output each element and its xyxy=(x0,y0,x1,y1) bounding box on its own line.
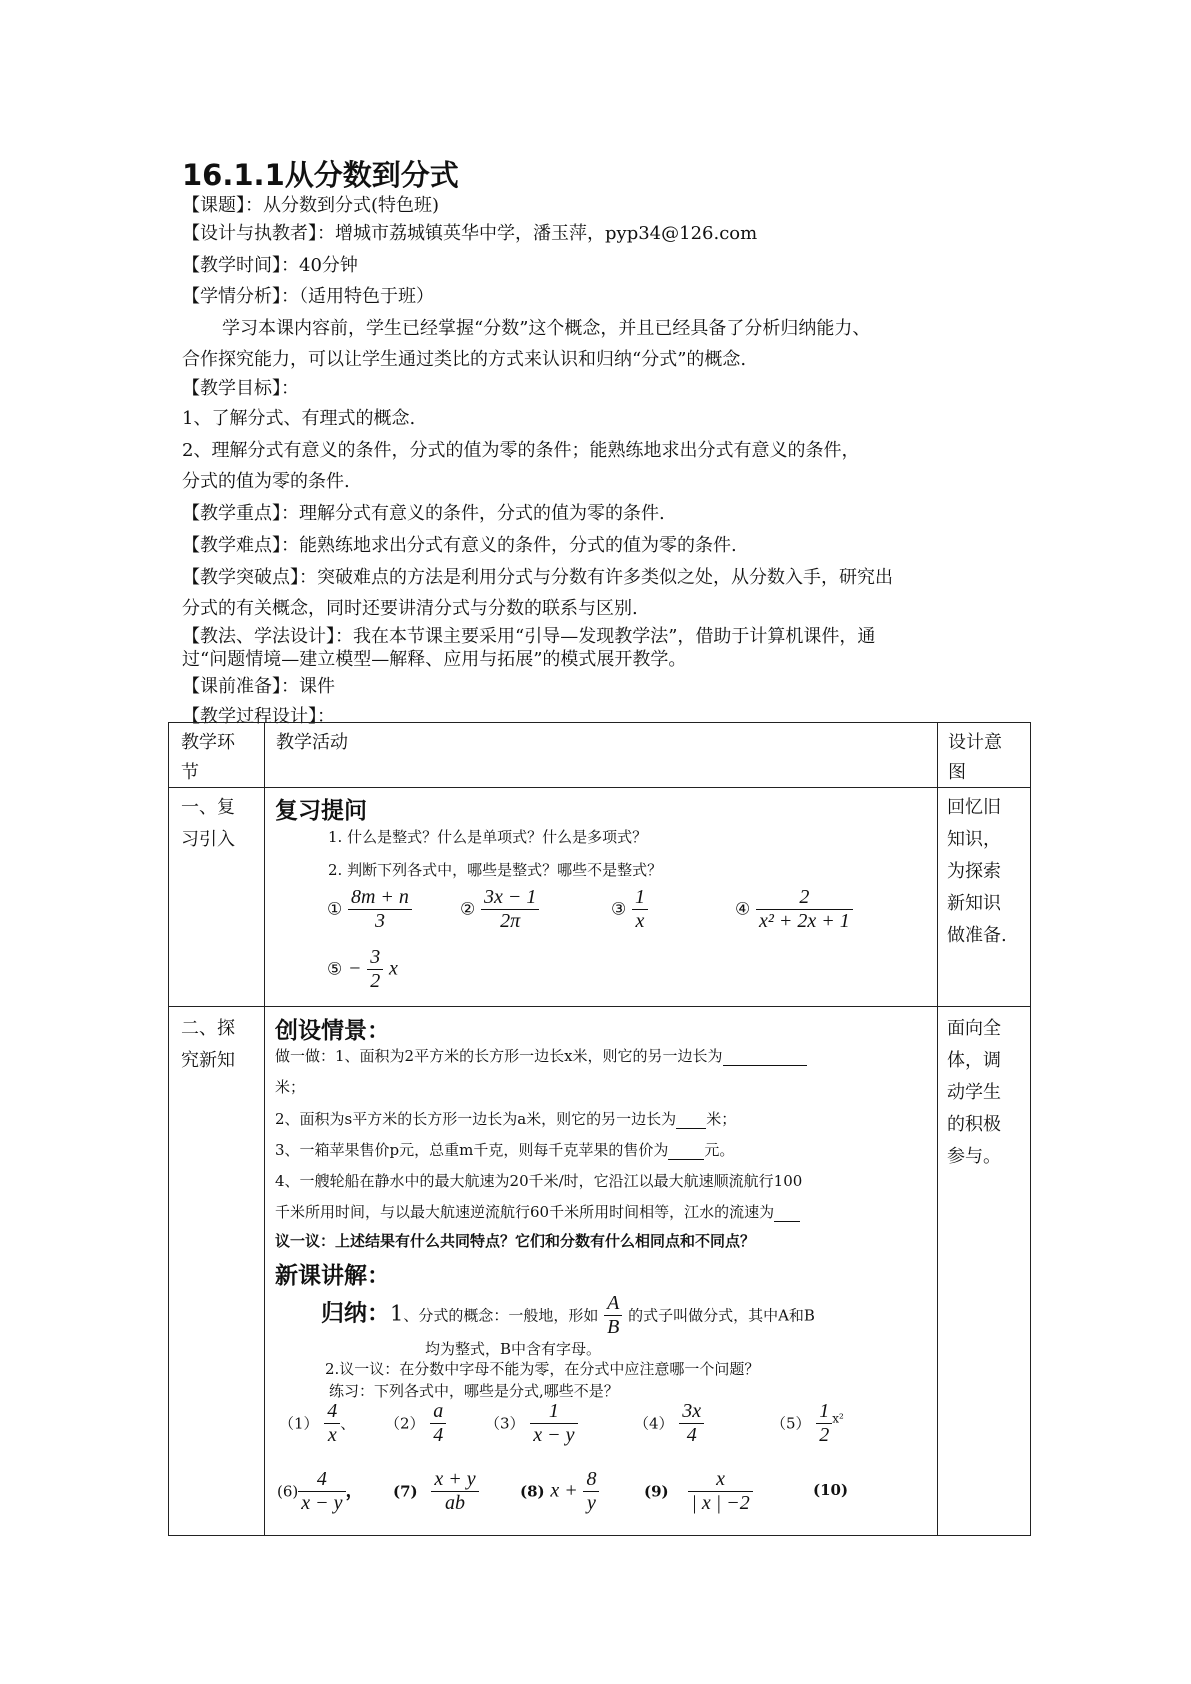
table-row-review xyxy=(169,788,1031,1007)
row1-intent-4: 新知识 xyxy=(947,893,1001,914)
item-3-den: x xyxy=(635,910,645,932)
breakthrough-line xyxy=(182,563,893,589)
row1-item-5 xyxy=(327,946,398,993)
item-2-mark: ② xyxy=(460,899,476,920)
exercise-2 xyxy=(385,1400,446,1447)
item-1-num: 8m + n xyxy=(348,886,412,910)
method-line-2: 过“问题情境—建立模型—解释、应用与拓展”的模式展开教学。 xyxy=(182,649,687,670)
row2-discuss2: 2.议一议：在分数中字母不能为零，在分式中应注意哪一个问题？ xyxy=(325,1360,760,1378)
item-4-den: x² + 2x + 1 xyxy=(758,910,850,932)
ex-6-den: x − y xyxy=(301,1492,343,1514)
exercise-5 xyxy=(771,1400,844,1447)
row2-discuss: 议一议：上述结果有什么共同特点？它们和分数有什么相同点和不同点？ xyxy=(275,1232,756,1250)
row2-p1b: 米； xyxy=(275,1078,306,1096)
ex-6-num: 4 xyxy=(298,1468,345,1492)
item-5-fraction xyxy=(367,946,383,993)
row1-intent-5: 做准备. xyxy=(947,925,1007,946)
item-5-sign: − xyxy=(347,957,362,980)
row1-item-2 xyxy=(460,886,539,933)
breakthrough-line-2: 分式的有关概念，同时还要讲清分式与分数的联系与区别. xyxy=(182,598,638,619)
topic-value: ：从分数到分式(特色班) xyxy=(245,195,440,216)
topic-label: 【课题】 xyxy=(182,195,245,216)
focus-line xyxy=(182,499,665,525)
designer-line xyxy=(182,219,757,245)
designer-label: 【设计与执教者】 xyxy=(182,223,317,244)
breakthrough-value: ：突破难点的方法是利用分式与分数有许多类似之处，从分数入手，研究出 xyxy=(299,567,893,588)
summary-text3: 均为整式，B中含有字母。 xyxy=(425,1340,602,1358)
head-activity: 教学活动 xyxy=(276,732,348,753)
time-value: ：40分钟 xyxy=(281,255,358,276)
ex-1-fraction xyxy=(324,1400,340,1447)
process-colon: ： xyxy=(317,706,335,727)
ex-4-num: 3x xyxy=(679,1400,704,1424)
row2-p1a xyxy=(275,1045,807,1066)
exercise-4 xyxy=(634,1400,704,1447)
item-3-mark: ③ xyxy=(611,899,627,920)
page-title: 16.1.1从分数到分式 xyxy=(182,158,459,192)
row2-practice: 练习：下列各式中，哪些是分式,哪些不是？ xyxy=(329,1382,619,1400)
row2-intent-5: 参与。 xyxy=(947,1146,1001,1167)
exercise-8 xyxy=(520,1468,599,1515)
ex-3-num: 1 xyxy=(530,1400,577,1424)
summary-fraction xyxy=(604,1292,622,1339)
row2-intent-3: 动学生 xyxy=(947,1082,1001,1103)
ex-5-suffix: x² xyxy=(832,1411,844,1426)
row2-p4b-text: 千米所用时间，与以最大航速逆流航行60千米所用时间相等，江水的流速为 xyxy=(275,1203,775,1221)
head-intent-l1: 设计意 xyxy=(948,732,1002,753)
item-1-fraction xyxy=(348,886,412,933)
item-5-den: 2 xyxy=(370,970,381,992)
difficulty-value: ：能熟练地求出分式有意义的条件，分式的值为零的条件. xyxy=(281,535,737,556)
row1-item-3 xyxy=(611,886,648,933)
item-3-fraction xyxy=(632,886,648,933)
item-2-den: 2π xyxy=(500,910,521,932)
prep-value: ：课件 xyxy=(281,676,335,697)
exercise-10: (10) xyxy=(813,1481,849,1499)
item-5-mark: ⑤ xyxy=(327,959,343,980)
ex-8-num: 8 xyxy=(583,1468,599,1492)
ex-2-den: 4 xyxy=(433,1424,444,1446)
head-activity-cell xyxy=(265,723,938,788)
ex-3-mark: （3） xyxy=(485,1414,525,1433)
answer-blank xyxy=(774,1203,800,1222)
ex-7-den: ab xyxy=(445,1492,465,1514)
row1-intent-1: 回忆旧 xyxy=(947,797,1001,818)
row1-item-4 xyxy=(735,886,853,933)
row2-intent-4: 的积极 xyxy=(947,1114,1001,1135)
ex-9-fraction xyxy=(688,1468,752,1515)
ex-7-fraction xyxy=(431,1468,478,1515)
summary-text2: 的式子叫做分式，其中A和B xyxy=(628,1306,815,1325)
row1-q2: 2. 判断下列各式中，哪些是整式？哪些不是整式？ xyxy=(328,861,663,879)
row2-p4b xyxy=(275,1201,800,1222)
item-4-num: 2 xyxy=(756,886,853,910)
ex-6-fraction xyxy=(298,1468,345,1515)
ex-2-fraction xyxy=(430,1400,446,1447)
ex-5-mark: （5） xyxy=(771,1414,811,1433)
table-header-row xyxy=(169,723,1031,788)
summary-label: 归纳： xyxy=(321,1300,390,1327)
row1-intent-2: 知识， xyxy=(947,829,1001,850)
row1-heading: 复习提问 xyxy=(275,798,367,824)
row2-heading2: 新课讲解： xyxy=(275,1263,390,1289)
analysis-text-1: 学习本课内容前，学生已经掌握“分数”这个概念，并且已经具备了分析归纳能力、 xyxy=(222,318,871,339)
goals-colon: ： xyxy=(281,378,299,399)
row2-p2 xyxy=(275,1108,736,1129)
analysis-line xyxy=(182,282,434,308)
goals-line xyxy=(182,374,299,400)
exercise-1 xyxy=(279,1400,355,1447)
ex-5-num: 1 xyxy=(816,1400,832,1424)
ex-6-mark: (6) xyxy=(277,1482,299,1501)
item-1-den: 3 xyxy=(374,910,385,932)
exercise-9 xyxy=(644,1468,753,1515)
time-label: 【教学时间】 xyxy=(182,255,281,276)
row2-p2b-text: 米； xyxy=(706,1110,737,1128)
row2-intent-cell xyxy=(938,1007,1031,1536)
ex-9-mark: (9) xyxy=(644,1482,669,1501)
row2-p3a-text: 3、一箱苹果售价p元，总重m千克，则每千克苹果的售价为 xyxy=(275,1141,669,1159)
row1-stage-l1: 一、复 xyxy=(181,797,235,818)
analysis-text-2: 合作探究能力，可以让学生通过类比的方式来认识和归纳“分式”的概念. xyxy=(182,349,747,370)
method-value: ：我在本节课主要采用“引导—发现教学法”，借助于计算机课件，通 xyxy=(335,626,876,647)
head-stage-l1: 教学环 xyxy=(181,732,235,753)
row2-stage-l2: 究新知 xyxy=(181,1050,235,1071)
ex-2-num: a xyxy=(430,1400,446,1424)
head-intent-cell xyxy=(938,723,1031,788)
difficulty-line xyxy=(182,531,737,557)
row2-stage-l1: 二、探 xyxy=(181,1018,235,1039)
topic-line xyxy=(182,191,439,217)
summary-fden: B xyxy=(607,1316,620,1338)
row1-activity-cell xyxy=(265,788,938,1007)
head-stage-l2: 节 xyxy=(181,762,199,783)
item-2-num: 3x − 1 xyxy=(481,886,539,910)
item-4-fraction xyxy=(756,886,853,933)
item-1-mark: ① xyxy=(327,899,343,920)
goal-2b: 分式的值为零的条件. xyxy=(182,471,350,492)
item-5-num: 3 xyxy=(367,946,383,970)
exercise-6 xyxy=(277,1468,364,1515)
method-label: 【教法、学法设计】 xyxy=(182,626,335,647)
head-stage-cell xyxy=(169,723,265,788)
process-label: 【教学过程设计】 xyxy=(182,706,317,727)
row1-intent-3: 为探索 xyxy=(947,861,1001,882)
ex-8-fraction xyxy=(583,1468,599,1515)
table-row-explore xyxy=(169,1007,1031,1536)
ex-8-mark: (8) xyxy=(520,1482,545,1501)
ex-5-den: 2 xyxy=(819,1424,830,1446)
summary-line xyxy=(321,1292,815,1339)
ex-1-den: x xyxy=(327,1424,337,1446)
item-4-mark: ④ xyxy=(735,899,751,920)
row2-intent-1: 面向全 xyxy=(947,1018,1001,1039)
ex-4-mark: （4） xyxy=(634,1414,674,1433)
focus-value: ：理解分式有意义的条件，分式的值为零的条件. xyxy=(281,503,665,524)
ex-8-den: y xyxy=(587,1492,596,1514)
row2-heading: 创设情景： xyxy=(275,1018,390,1044)
row1-stage-l2: 习引入 xyxy=(181,829,235,850)
row1-item-1 xyxy=(327,886,412,933)
ex-4-fraction xyxy=(679,1400,704,1447)
answer-blank xyxy=(668,1141,704,1160)
row2-p1a-text: 做一做：1、面积为2平方米的长方形一边长x米，则它的另一边长为 xyxy=(275,1047,723,1065)
item-2-fraction xyxy=(481,886,539,933)
summary-num: 1 xyxy=(390,1301,404,1326)
row2-activity-cell xyxy=(265,1007,938,1536)
exercise-3 xyxy=(485,1400,578,1447)
ex-7-mark: (7) xyxy=(393,1482,418,1501)
exercise-7 xyxy=(393,1468,479,1515)
row2-intent-2: 体，调 xyxy=(947,1050,1001,1071)
item-3-num: 1 xyxy=(632,886,648,910)
ex-1-mark: （1） xyxy=(279,1414,319,1433)
row2-stage-cell xyxy=(169,1007,265,1536)
summary-fnum: A xyxy=(604,1292,622,1316)
goal-1: 1、了解分式、有理式的概念. xyxy=(182,408,416,429)
summary-text1: 、分式的概念：一般地，形如 xyxy=(403,1306,599,1325)
ex-9-den: | x | −2 xyxy=(691,1492,750,1514)
ex-3-den: x − y xyxy=(533,1424,575,1446)
ex-2-mark: （2） xyxy=(385,1414,425,1433)
ex-1-suffix: 、 xyxy=(340,1414,356,1433)
difficulty-label: 【教学难点】 xyxy=(182,535,281,556)
goals-label: 【教学目标】 xyxy=(182,378,281,399)
breakthrough-label: 【教学突破点】 xyxy=(182,567,299,588)
row1-stage-cell xyxy=(169,788,265,1007)
designer-value: ：增城市荔城镇英华中学，潘玉萍，pyp34@126.com xyxy=(317,223,758,244)
answer-blank xyxy=(676,1110,706,1129)
prep-label: 【课前准备】 xyxy=(182,676,281,697)
process-table xyxy=(168,722,1031,1536)
row2-p2a-text: 2、面积为s平方米的长方形一边长为a米，则它的另一边长为 xyxy=(275,1110,677,1128)
analysis-value: ：（适用特色于班） xyxy=(281,286,434,307)
ex-6-sep: ， xyxy=(345,1480,364,1502)
ex-5-fraction xyxy=(816,1400,832,1447)
row2-p3 xyxy=(275,1139,734,1160)
ex-9-num: x xyxy=(688,1468,752,1492)
analysis-label: 【学情分析】 xyxy=(182,286,281,307)
row2-p4a: 4、一艘轮船在静水中的最大航速为20千米/时，它沿江以最大航速顺流航行100 xyxy=(275,1172,803,1190)
ex-7-num: x + y xyxy=(431,1468,478,1492)
goal-2a: 2、理解分式有意义的条件，分式的值为零的条件；能熟练地求出分式有意义的条件， xyxy=(182,440,860,461)
ex-3-fraction xyxy=(530,1400,577,1447)
row2-p3b-text: 元。 xyxy=(704,1141,735,1159)
row1-intent-cell xyxy=(938,788,1031,1007)
item-5-var: x xyxy=(388,957,398,980)
ex-8-pre: x + xyxy=(550,1479,578,1502)
ex-4-den: 4 xyxy=(686,1424,697,1446)
time-line xyxy=(182,251,358,277)
focus-label: 【教学重点】 xyxy=(182,503,281,524)
prep-line xyxy=(182,672,335,698)
ex-1-num: 4 xyxy=(324,1400,340,1424)
head-intent-l2: 图 xyxy=(948,762,966,783)
row1-q1: 1. 什么是整式？什么是单项式？什么是多项式？ xyxy=(328,828,648,846)
answer-blank xyxy=(723,1047,807,1066)
